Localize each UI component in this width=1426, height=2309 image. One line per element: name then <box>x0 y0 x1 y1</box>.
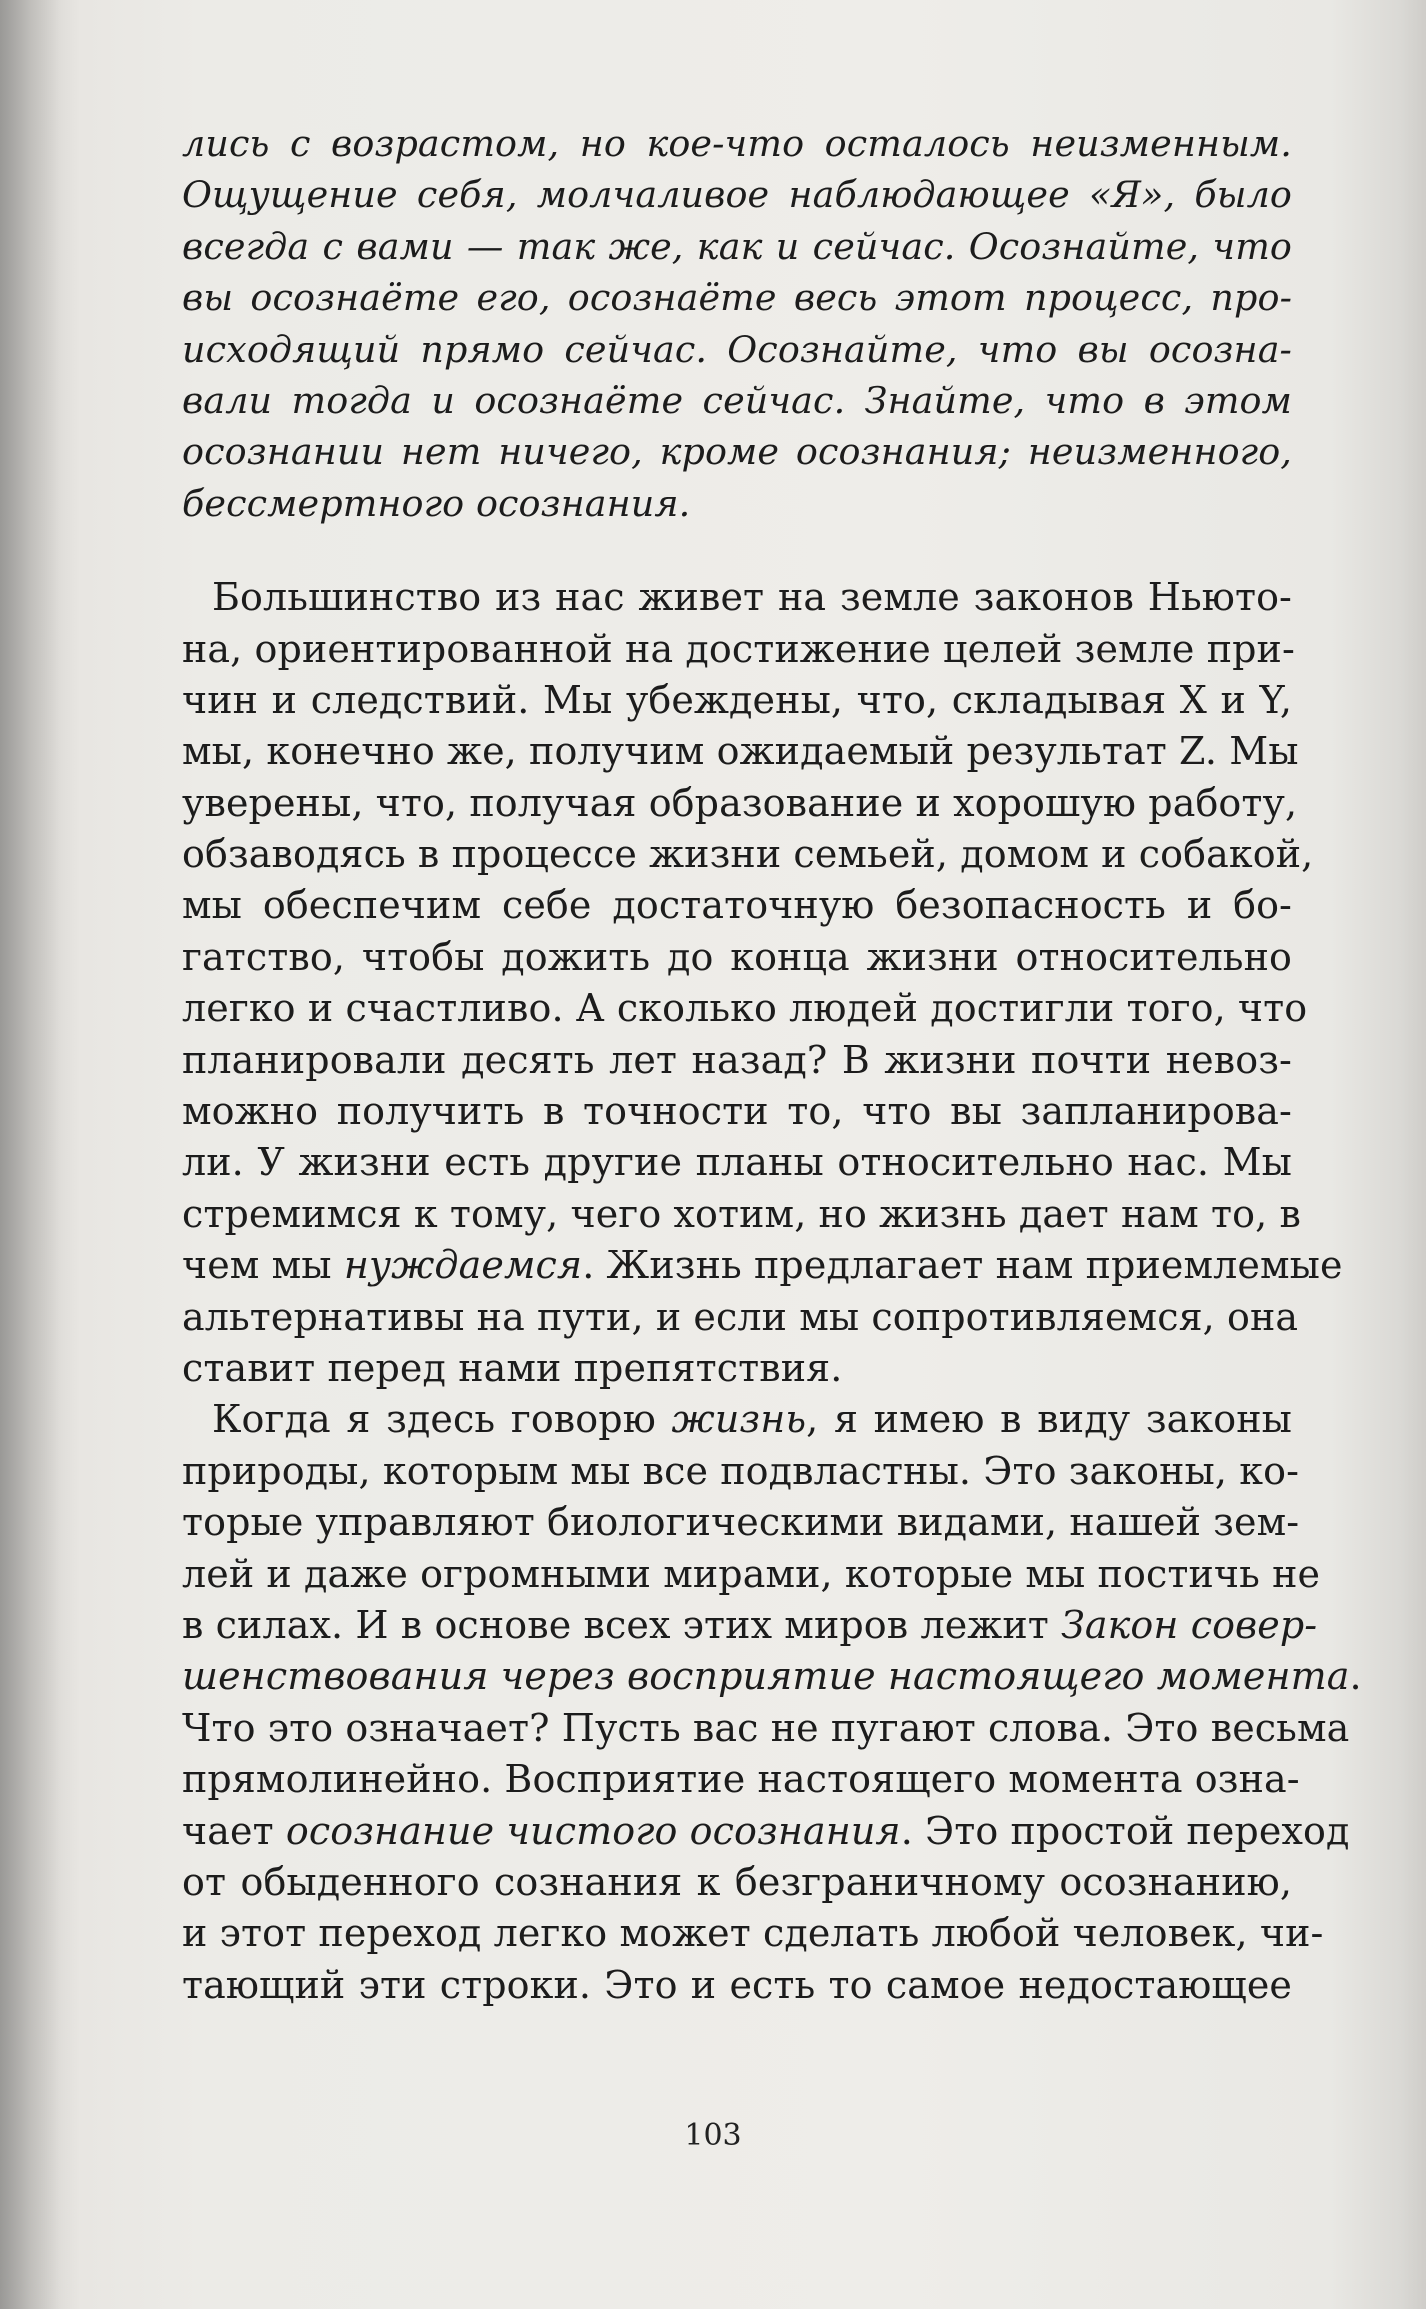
text-line: всегда с вами — так же, как и сейчас. Осознайте, что <box>182 224 1292 268</box>
text-run: . <box>1349 1654 1362 1699</box>
text-line: Большинство из нас живет на земле законов Ньюто- <box>212 575 1292 620</box>
text-line: прямолинейно. Восприятие настоящего момента озна- <box>182 1757 1300 1802</box>
page-number: 103 <box>684 2118 742 2153</box>
text-line: чин и следствий. Мы убеждены, что, складывая X и Y, <box>182 677 1292 722</box>
text-line-with-emphasis <box>182 1600 1318 1651</box>
text-line: ли. У жизни есть другие планы относительно нас. Мы <box>182 1140 1292 1185</box>
text-run: чает <box>182 1808 286 1853</box>
text-line: вы осознаёте его, осознаёте весь этот процесс, про- <box>182 276 1292 320</box>
text-line: гатство, чтобы дожить до конца жизни относительно <box>182 934 1292 979</box>
page-text <box>182 118 1362 2011</box>
text-line: мы, конечно же, получим ожидаемый результат Z. Мы <box>182 729 1299 774</box>
paragraph-3 <box>182 1394 1362 2011</box>
text-line: мы обеспечим себе достаточную безопасность и бо- <box>182 883 1292 928</box>
emphasis: шенствования через восприятие настоящего момента <box>182 1654 1350 1699</box>
text-line-with-emphasis <box>182 1240 1343 1291</box>
spine-shadow <box>0 0 60 2309</box>
text-line: природы, которым мы все подвластны. Это законы, ко- <box>182 1448 1300 1493</box>
emphasis: осознание чистого осознания <box>285 1808 901 1853</box>
text-line: уверены, что, получая образование и хорошую работу, <box>182 780 1298 825</box>
text-line: от обыденного сознания к безграничному осознанию, <box>182 1859 1292 1904</box>
text-line: и этот переход легко может сделать любой человек, чи- <box>182 1911 1324 1956</box>
text-run: чем мы <box>182 1243 344 1288</box>
text-line-with-emphasis <box>182 1806 1350 1857</box>
text-line: торые управляют биологическими видами, нашей зем- <box>182 1500 1300 1545</box>
text-line: исходящий прямо сейчас. Осознайте, что вы осозна- <box>182 327 1292 371</box>
text-line: на, ориентированной на достижение целей земле при- <box>182 626 1295 671</box>
text-line-with-emphasis <box>182 1394 1292 1445</box>
text-line: легко и счастливо. А сколько людей достигли того, что <box>182 986 1308 1031</box>
emphasis: Закон совер- <box>1061 1602 1318 1647</box>
text-run: в силах. И в основе всех этих миров лежит <box>182 1602 1062 1647</box>
text-line: обзаводясь в процессе жизни семьей, домом и собакой, <box>182 832 1314 877</box>
text-run: . Жизнь предлагает нам приемлемые <box>582 1243 1343 1288</box>
text-line: стремимся к тому, чего хотим, но жизнь дает нам то, в <box>182 1191 1301 1236</box>
text-line: лись с возрастом, но кое-что осталось неизменным. <box>182 122 1292 165</box>
text-line: вали тогда и осознаёте сейчас. Знайте, что в этом <box>182 378 1292 422</box>
text-line: тающий эти строки. Это и есть то самое недостающее <box>182 1962 1292 2007</box>
text-line: можно получить в точности то, что вы запланирова- <box>182 1089 1292 1134</box>
text-line: осознании нет ничего, кроме осознания; неизменного, <box>182 430 1292 474</box>
text-line-with-emphasis <box>182 1651 1362 1702</box>
text-line: Что это означает? Пусть вас не пугают слова. Это весьма <box>182 1705 1350 1750</box>
text-line: Ощущение себя, молчаливое наблюдающее «Я», было <box>182 173 1292 217</box>
text-run: . Это простой переход <box>900 1808 1350 1853</box>
emphasis: нуждаемся <box>343 1243 583 1288</box>
paragraph-2 <box>182 572 1343 1394</box>
text-line: планировали десять лет назад? В жизни почти невоз- <box>182 1037 1292 1082</box>
paragraph-1 <box>182 118 1292 529</box>
text-run: Когда я здесь говорю <box>212 1397 672 1442</box>
text-line: бессмертного осознания. <box>182 481 691 525</box>
text-run: , я имею в виду законы <box>806 1397 1293 1442</box>
text-line: альтернативы на пути, и если мы сопротивляемся, она <box>182 1294 1299 1339</box>
text-line: лей и даже огромными мирами, которые мы постичь не <box>182 1551 1321 1596</box>
text-line: ставит перед нами препятствия. <box>182 1345 843 1390</box>
emphasis: жизнь <box>671 1397 807 1442</box>
